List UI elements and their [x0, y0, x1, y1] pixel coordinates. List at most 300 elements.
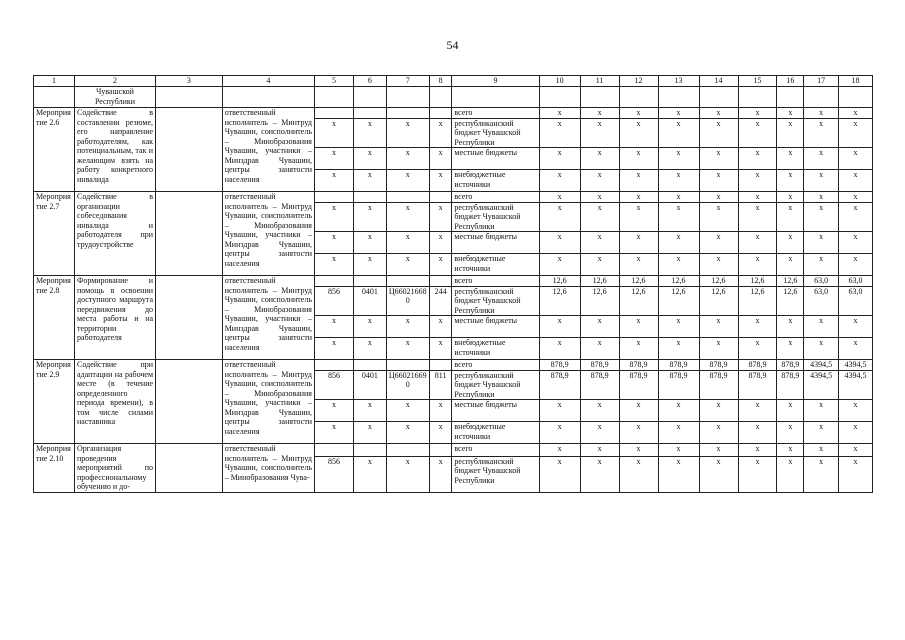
budget-code-cell	[314, 444, 353, 457]
year-value-cell: x	[738, 338, 777, 360]
budget-code-cell	[429, 444, 452, 457]
measure-executor: ответственный исполнитель – Минтруд Чувашии, соисполнитель – Минобразования Чувашии, участники – Минздрав Чувашии, центры занятости населения	[222, 108, 314, 192]
continuation-cell	[452, 87, 539, 108]
continuation-cell	[353, 87, 386, 108]
year-value-cell: x	[738, 422, 777, 444]
year-value-cell: 878,9	[619, 360, 658, 371]
year-value-cell: x	[738, 170, 777, 192]
year-value-cell: x	[804, 444, 839, 457]
year-value-cell: x	[580, 338, 619, 360]
year-value-cell: x	[580, 316, 619, 338]
year-value-cell: x	[580, 118, 619, 148]
funding-source: всего	[452, 192, 539, 203]
year-value-cell: x	[777, 232, 804, 254]
year-value-cell: x	[580, 232, 619, 254]
year-value-cell: x	[580, 170, 619, 192]
budget-code-cell: x	[386, 338, 429, 360]
year-value-cell: x	[619, 148, 658, 170]
program-table	[33, 75, 873, 493]
year-value-cell: 12,6	[619, 286, 658, 316]
year-value-cell: x	[658, 338, 699, 360]
continuation-cell	[429, 87, 452, 108]
budget-code-cell: x	[353, 202, 386, 232]
continuation-cell	[804, 87, 839, 108]
year-value-cell: x	[580, 422, 619, 444]
budget-code-cell: x	[386, 400, 429, 422]
budget-code-cell: x	[386, 254, 429, 276]
year-value-cell: x	[580, 400, 619, 422]
year-value-cell: x	[699, 422, 738, 444]
year-value-cell: x	[777, 316, 804, 338]
budget-code-cell: x	[353, 254, 386, 276]
year-value-cell: x	[699, 444, 738, 457]
year-value-cell: x	[699, 232, 738, 254]
budget-code-cell: 0401	[353, 370, 386, 400]
budget-code-cell	[353, 192, 386, 203]
year-value-cell: x	[539, 202, 580, 232]
budget-code-cell	[386, 276, 429, 287]
budget-code-cell	[353, 276, 386, 287]
funding-source: внебюджетные источники	[452, 338, 539, 360]
year-value-cell: x	[658, 192, 699, 203]
year-value-cell: 12,6	[658, 276, 699, 287]
year-value-cell: x	[804, 232, 839, 254]
continuation-cell	[658, 87, 699, 108]
year-value-cell: x	[580, 254, 619, 276]
year-value-cell: x	[658, 202, 699, 232]
year-value-cell: x	[619, 232, 658, 254]
year-value-cell: x	[699, 148, 738, 170]
year-value-cell: 12,6	[777, 276, 804, 287]
year-value-cell: x	[804, 202, 839, 232]
empty-cell	[156, 444, 223, 493]
continuation-cell	[839, 87, 873, 108]
budget-code-cell: x	[386, 118, 429, 148]
measure-name: Содействие в организации собеседования инвалида и работодателя при трудоустройстве	[75, 192, 156, 276]
budget-code-cell: x	[429, 456, 452, 492]
year-value-cell: x	[804, 422, 839, 444]
year-value-cell: x	[580, 202, 619, 232]
budget-code-cell: x	[353, 170, 386, 192]
year-value-cell: x	[619, 202, 658, 232]
year-value-cell: 878,9	[619, 370, 658, 400]
column-number-13: 13	[658, 76, 699, 87]
year-value-cell: x	[619, 108, 658, 119]
year-value-cell: x	[699, 254, 738, 276]
year-value-cell: x	[738, 108, 777, 119]
year-value-cell: 12,6	[699, 276, 738, 287]
year-value-cell: x	[658, 254, 699, 276]
year-value-cell: 878,9	[699, 370, 738, 400]
year-value-cell: x	[539, 444, 580, 457]
year-value-cell: x	[839, 422, 873, 444]
column-number-7: 7	[386, 76, 429, 87]
year-value-cell: 63,0	[804, 286, 839, 316]
budget-code-cell: x	[353, 118, 386, 148]
funding-source: всего	[452, 360, 539, 371]
budget-code-cell	[353, 108, 386, 119]
budget-code-cell: x	[386, 170, 429, 192]
budget-code-cell	[386, 444, 429, 457]
column-number-15: 15	[738, 76, 777, 87]
year-value-cell: x	[699, 338, 738, 360]
year-value-cell: x	[777, 108, 804, 119]
year-value-cell: x	[539, 192, 580, 203]
year-value-cell: x	[539, 338, 580, 360]
year-value-cell: 4394,5	[839, 360, 873, 371]
year-value-cell: x	[539, 108, 580, 119]
column-number-4: 4	[222, 76, 314, 87]
year-value-cell: 12,6	[539, 286, 580, 316]
year-value-cell: x	[738, 148, 777, 170]
year-value-cell: x	[804, 456, 839, 492]
year-value-cell: x	[738, 118, 777, 148]
year-value-cell: x	[658, 170, 699, 192]
year-value-cell: 12,6	[658, 286, 699, 316]
budget-code-cell: Ц660216680	[386, 286, 429, 316]
year-value-cell: x	[619, 456, 658, 492]
measure-name: Содействие при адаптации на рабочем месте (в течение определенного периода времени), в том числе силами наставника	[75, 360, 156, 444]
budget-code-cell: x	[429, 422, 452, 444]
year-value-cell: x	[539, 254, 580, 276]
year-value-cell: x	[839, 118, 873, 148]
budget-code-cell: x	[429, 148, 452, 170]
year-value-cell: x	[777, 192, 804, 203]
year-value-cell: x	[804, 108, 839, 119]
funding-source: внебюджетные источники	[452, 254, 539, 276]
budget-code-cell: x	[386, 232, 429, 254]
column-number-1: 1	[34, 76, 75, 87]
budget-code-cell	[353, 444, 386, 457]
year-value-cell: x	[619, 170, 658, 192]
budget-code-cell: x	[314, 148, 353, 170]
year-value-cell: x	[839, 232, 873, 254]
year-value-cell: 878,9	[580, 370, 619, 400]
budget-code-cell: x	[353, 338, 386, 360]
column-number-11: 11	[580, 76, 619, 87]
budget-code-cell	[314, 276, 353, 287]
budget-code-cell	[314, 108, 353, 119]
budget-code-cell: x	[429, 400, 452, 422]
column-number-2: 2	[75, 76, 156, 87]
column-number-16: 16	[777, 76, 804, 87]
year-value-cell: 878,9	[658, 370, 699, 400]
measure-label: Мероприятие 2.6	[34, 108, 75, 192]
budget-code-cell: x	[314, 118, 353, 148]
budget-code-cell: x	[386, 422, 429, 444]
year-value-cell: x	[619, 444, 658, 457]
continuation-cell	[699, 87, 738, 108]
budget-code-cell: x	[353, 400, 386, 422]
year-value-cell: 878,9	[738, 360, 777, 371]
column-number-6: 6	[353, 76, 386, 87]
year-value-cell: x	[777, 400, 804, 422]
year-value-cell: x	[839, 316, 873, 338]
year-value-cell: x	[738, 444, 777, 457]
year-value-cell: 12,6	[539, 276, 580, 287]
budget-code-cell: x	[314, 170, 353, 192]
measure-executor: ответственный исполнитель – Минтруд Чувашии, соисполнитель – Минобразования Чувашии, участники – Минздрав Чувашии, центры занятости населения	[222, 276, 314, 360]
year-value-cell: 878,9	[580, 360, 619, 371]
year-value-cell: x	[658, 456, 699, 492]
year-value-cell: 63,0	[804, 276, 839, 287]
year-value-cell: x	[804, 338, 839, 360]
column-number-10: 10	[539, 76, 580, 87]
table-body	[34, 76, 873, 493]
measure-name: Содействие в составлении резюме, его направление работодателям, как потенциальным, так и желающим взять на работу конкретного инвалида	[75, 108, 156, 192]
column-number-17: 17	[804, 76, 839, 87]
year-value-cell: x	[699, 118, 738, 148]
year-value-cell: x	[738, 254, 777, 276]
measure-name: Организация проведения мероприятий по профессиональному обучению и до-	[75, 444, 156, 493]
funding-source: республиканский бюджет Чувашской Республики	[452, 286, 539, 316]
continuation-cell	[34, 87, 75, 108]
funding-source: местные бюджеты	[452, 148, 539, 170]
funding-source: республиканский бюджет Чувашской Республики	[452, 370, 539, 400]
funding-source: республиканский бюджет Чувашской Республики	[452, 118, 539, 148]
year-value-cell: x	[539, 316, 580, 338]
budget-code-cell: x	[386, 316, 429, 338]
year-value-cell: x	[699, 170, 738, 192]
year-value-cell: x	[580, 148, 619, 170]
continuation-cell	[386, 87, 429, 108]
budget-code-cell: 856	[314, 456, 353, 492]
budget-code-cell	[429, 108, 452, 119]
year-value-cell: x	[839, 192, 873, 203]
year-value-cell: x	[658, 316, 699, 338]
year-value-cell: x	[539, 232, 580, 254]
year-value-cell: 12,6	[580, 286, 619, 316]
year-value-cell: x	[777, 456, 804, 492]
budget-code-cell: x	[353, 316, 386, 338]
budget-code-cell: x	[429, 232, 452, 254]
column-number-18: 18	[839, 76, 873, 87]
year-value-cell: 12,6	[619, 276, 658, 287]
year-value-cell: 878,9	[658, 360, 699, 371]
year-value-cell: x	[839, 444, 873, 457]
year-value-cell: x	[738, 202, 777, 232]
budget-code-cell: x	[314, 202, 353, 232]
measure-row	[34, 276, 873, 287]
year-value-cell: 4394,5	[804, 370, 839, 400]
funding-source: республиканский бюджет Чувашской Республики	[452, 456, 539, 492]
year-value-cell: x	[619, 192, 658, 203]
page-number: 54	[446, 38, 459, 52]
budget-code-cell	[429, 360, 452, 371]
budget-code-cell	[314, 360, 353, 371]
year-value-cell: x	[804, 170, 839, 192]
year-value-cell: x	[699, 192, 738, 203]
year-value-cell: x	[699, 456, 738, 492]
empty-cell	[156, 192, 223, 276]
year-value-cell: x	[738, 232, 777, 254]
continuation-cell	[222, 87, 314, 108]
year-value-cell: 12,6	[738, 286, 777, 316]
year-value-cell: 4394,5	[839, 370, 873, 400]
year-value-cell: x	[777, 118, 804, 148]
budget-code-cell: 811	[429, 370, 452, 400]
continuation-cell: Чувашской Республики	[75, 87, 156, 108]
year-value-cell: x	[658, 148, 699, 170]
budget-code-cell: x	[314, 232, 353, 254]
continuation-cell	[777, 87, 804, 108]
year-value-cell: x	[658, 400, 699, 422]
year-value-cell: 12,6	[777, 286, 804, 316]
year-value-cell: 63,0	[839, 276, 873, 287]
year-value-cell: 878,9	[738, 370, 777, 400]
budget-code-cell: x	[353, 232, 386, 254]
budget-code-cell: x	[429, 118, 452, 148]
budget-code-cell	[386, 192, 429, 203]
year-value-cell: x	[619, 422, 658, 444]
year-value-cell: x	[539, 422, 580, 444]
continuation-cell	[580, 87, 619, 108]
budget-code-cell: x	[314, 400, 353, 422]
year-value-cell: x	[658, 232, 699, 254]
budget-code-cell: 856	[314, 370, 353, 400]
budget-code-cell: x	[314, 254, 353, 276]
column-number-12: 12	[619, 76, 658, 87]
year-value-cell: x	[658, 422, 699, 444]
continuation-row	[34, 87, 873, 108]
year-value-cell: x	[539, 400, 580, 422]
year-value-cell: x	[777, 422, 804, 444]
year-value-cell: x	[580, 456, 619, 492]
budget-code-cell	[429, 276, 452, 287]
empty-cell	[156, 276, 223, 360]
year-value-cell: x	[839, 170, 873, 192]
year-value-cell: x	[539, 456, 580, 492]
funding-source: местные бюджеты	[452, 232, 539, 254]
year-value-cell: x	[699, 316, 738, 338]
budget-code-cell	[429, 192, 452, 203]
budget-code-cell: x	[429, 338, 452, 360]
budget-code-cell: 856	[314, 286, 353, 316]
measure-row	[34, 192, 873, 203]
measure-row	[34, 108, 873, 119]
year-value-cell: x	[539, 148, 580, 170]
year-value-cell: x	[738, 456, 777, 492]
continuation-cell	[156, 87, 223, 108]
funding-source: республиканский бюджет Чувашской Республики	[452, 202, 539, 232]
year-value-cell: x	[658, 118, 699, 148]
year-value-cell: x	[738, 400, 777, 422]
year-value-cell: 878,9	[539, 360, 580, 371]
year-value-cell: x	[777, 148, 804, 170]
year-value-cell: 4394,5	[804, 360, 839, 371]
measure-row	[34, 444, 873, 457]
year-value-cell: x	[839, 108, 873, 119]
continuation-cell	[314, 87, 353, 108]
funding-source: местные бюджеты	[452, 400, 539, 422]
year-value-cell: x	[738, 316, 777, 338]
budget-code-cell: 0401	[353, 286, 386, 316]
funding-source: всего	[452, 276, 539, 287]
year-value-cell: x	[539, 170, 580, 192]
budget-code-cell	[353, 360, 386, 371]
column-number-8: 8	[429, 76, 452, 87]
budget-code-cell: x	[386, 148, 429, 170]
budget-code-cell: x	[429, 202, 452, 232]
measure-label: Мероприятие 2.9	[34, 360, 75, 444]
year-value-cell: x	[619, 400, 658, 422]
funding-source: всего	[452, 108, 539, 119]
year-value-cell: x	[658, 108, 699, 119]
year-value-cell: x	[804, 400, 839, 422]
column-number-9: 9	[452, 76, 539, 87]
year-value-cell: 63,0	[839, 286, 873, 316]
year-value-cell: x	[839, 202, 873, 232]
year-value-cell: x	[839, 254, 873, 276]
year-value-cell: x	[699, 108, 738, 119]
year-value-cell: x	[580, 444, 619, 457]
year-value-cell: x	[839, 400, 873, 422]
column-number-5: 5	[314, 76, 353, 87]
year-value-cell: x	[619, 338, 658, 360]
budget-code-cell: x	[353, 456, 386, 492]
year-value-cell: x	[619, 254, 658, 276]
year-value-cell: 12,6	[699, 286, 738, 316]
budget-code-cell: x	[314, 338, 353, 360]
year-value-cell: x	[580, 108, 619, 119]
year-value-cell: x	[777, 338, 804, 360]
continuation-cell	[738, 87, 777, 108]
year-value-cell: x	[699, 400, 738, 422]
budget-code-cell: Ц660216690	[386, 370, 429, 400]
measure-executor: ответственный исполнитель – Минтруд Чувашии, соисполнитель – Минобразования Чува-	[222, 444, 314, 493]
budget-code-cell: x	[386, 202, 429, 232]
budget-code-cell: x	[429, 170, 452, 192]
year-value-cell: x	[804, 254, 839, 276]
funding-source: местные бюджеты	[452, 316, 539, 338]
year-value-cell: x	[777, 170, 804, 192]
year-value-cell: x	[619, 316, 658, 338]
year-value-cell: x	[839, 456, 873, 492]
year-value-cell: x	[777, 202, 804, 232]
year-value-cell: x	[804, 192, 839, 203]
funding-source: внебюджетные источники	[452, 170, 539, 192]
budget-code-cell: x	[353, 148, 386, 170]
year-value-cell: 878,9	[539, 370, 580, 400]
year-value-cell: x	[619, 118, 658, 148]
year-value-cell: x	[777, 444, 804, 457]
year-value-cell: x	[804, 148, 839, 170]
year-value-cell: x	[839, 338, 873, 360]
year-value-cell: 878,9	[699, 360, 738, 371]
budget-code-cell	[314, 192, 353, 203]
column-number-3: 3	[156, 76, 223, 87]
budget-code-cell: x	[314, 316, 353, 338]
budget-code-cell: 244	[429, 286, 452, 316]
budget-code-cell: x	[353, 422, 386, 444]
measure-executor: ответственный исполнитель – Минтруд Чувашии, соисполнитель – Минобразования Чувашии, участники – Минздрав Чувашии, центры занятости населения	[222, 192, 314, 276]
year-value-cell: x	[580, 192, 619, 203]
year-value-cell: x	[777, 254, 804, 276]
year-value-cell: 12,6	[738, 276, 777, 287]
year-value-cell: x	[738, 192, 777, 203]
continuation-cell	[539, 87, 580, 108]
measure-row	[34, 360, 873, 371]
year-value-cell: 12,6	[580, 276, 619, 287]
year-value-cell: 878,9	[777, 360, 804, 371]
year-value-cell: x	[804, 118, 839, 148]
measure-label: Мероприятие 2.10	[34, 444, 75, 493]
empty-cell	[156, 108, 223, 192]
measure-label: Мероприятие 2.7	[34, 192, 75, 276]
budget-code-cell	[386, 108, 429, 119]
measure-label: Мероприятие 2.8	[34, 276, 75, 360]
funding-source: всего	[452, 444, 539, 457]
